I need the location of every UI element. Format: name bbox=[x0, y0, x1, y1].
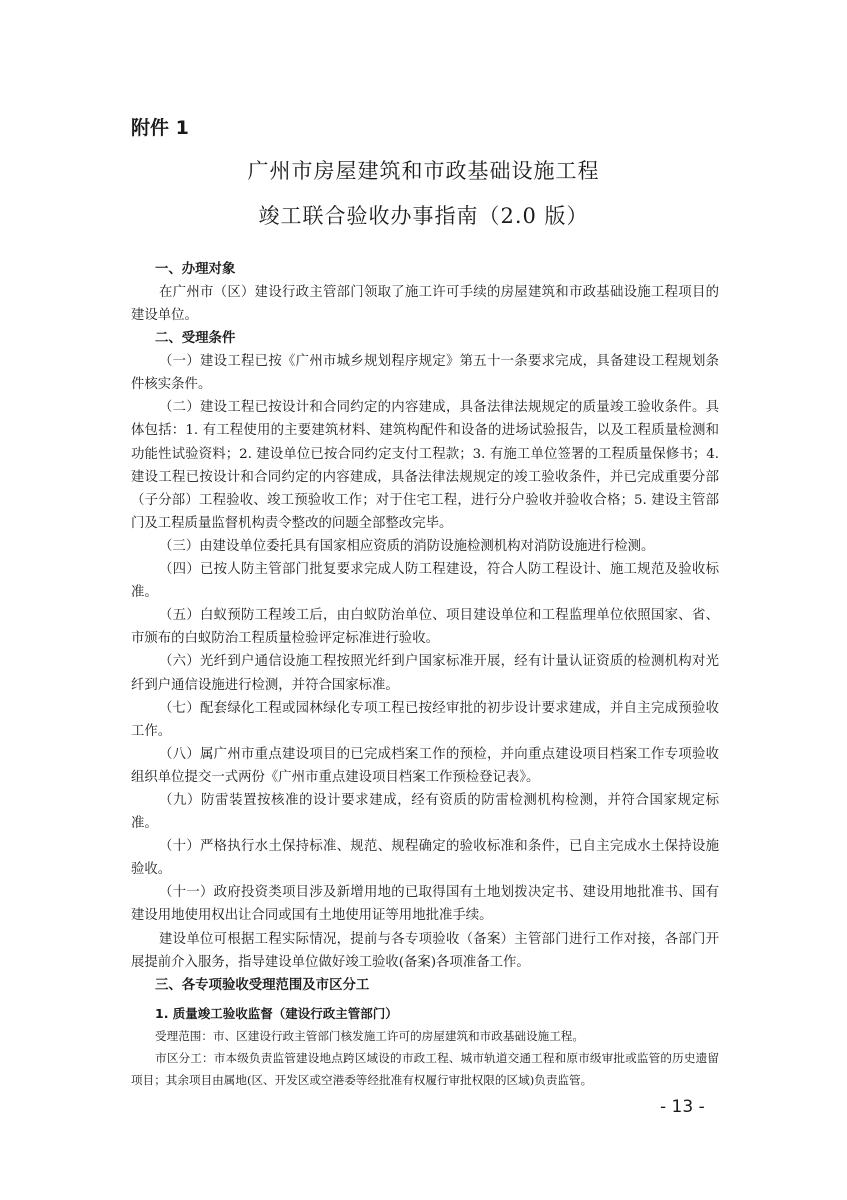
paragraph: （一）建设工程已按《广州市城乡规划程序规定》第五十一条要求完成，具备建设工程规划条件核实条件。 bbox=[131, 354, 719, 393]
scope-text: 受理范围：市、区建设行政主管部门核发施工许可的房屋建筑和市政基础设施工程。 bbox=[155, 1028, 584, 1043]
paragraph: （七）配套绿化工程或园林绿化专项工程已按经审批的初步设计要求建成，并自主完成预验收工作。 bbox=[131, 700, 719, 739]
page-number: - 13 - bbox=[660, 1097, 705, 1117]
attachment-label: 附件 1 bbox=[131, 117, 189, 139]
division-text: 市区分工：市本级负责监管建设地点跨区域设的市政工程、城市轨道交通工程和原市级审批或监管的历史遗留项目；其余项目由属地(区、开发区或空港委等经批准有权履行审批权限的区域)负责监管。 bbox=[131, 1050, 719, 1087]
section-heading: 三、各专项验收受理范围及市区分工 bbox=[155, 977, 370, 993]
paragraph: 建设单位可根据工程实际情况，提前与各专项验收（备案）主管部门进行工作对接，各部门开展提前介入服务，指导建设单位做好竣工验收(备案)各项准备工作。 bbox=[131, 931, 719, 970]
paragraph: （二）建设工程已按设计和合同约定的内容建成，具备法律法规规定的质量竣工验收条件。具体包括：1. 有工程使用的主要建筑材料、建筑构配件和设备的进场试验报告，以及工程质量检测和功能性试验资料；2. 建设单位已按合同约定支付工程款；3. 有施工单位签署的工程质量保修书；4. 建设工程已按设计和合同约定的内容建成，具备法律法规规定的竣工验收条件，并已完成重要分部（子分部）工程验收、竣工预验收工作；对于住宅工程，进行分户验收并验收合格；5. 建设主管部门及工程质量监督机构责令整改的问题全部整改完毕。 bbox=[131, 400, 719, 531]
document-title-line1: 广州市房屋建筑和市政基础设施工程 bbox=[247, 159, 600, 183]
paragraph: （五）白蚁预防工程竣工后，由白蚁防治单位、项目建设单位和工程监理单位依照国家、省、市颁布的白蚁防治工程质量检验评定标准进行验收。 bbox=[131, 608, 719, 647]
paragraph: （四）已按人防主管部门批复要求完成人防工程建设，符合人防工程设计、施工规范及验收标准。 bbox=[131, 562, 719, 601]
paragraph: （十）严格执行水土保持标准、规范、规程确定的验收标准和条件，已自主完成水土保持设施验收。 bbox=[131, 839, 719, 878]
paragraph: 在广州市（区）建设行政主管部门领取了施工许可手续的房屋建筑和市政基础设施工程项目的建设单位。 bbox=[131, 285, 719, 324]
subsection-heading: 1. 质量竣工验收监督（建设行政主管部门） bbox=[155, 1005, 398, 1021]
paragraph: （三）由建设单位委托具有国家相应资质的消防设施检测机构对消防设施进行检测。 bbox=[159, 538, 655, 554]
paragraph: （六）光纤到户通信设施工程按照光纤到户国家标准开展，经有计量认证资质的检测机构对光纤到户通信设施进行检测，并符合国家标准。 bbox=[131, 654, 719, 693]
document-body bbox=[131, 258, 719, 1091]
section-heading: 一、办理对象 bbox=[155, 262, 236, 277]
paragraph: （八）属广州市重点建设项目的已完成档案工作的预检，并向重点建设项目档案工作专项验收组织单位提交一式两份《广州市重点建设项目档案工作预检登记表》。 bbox=[131, 746, 719, 785]
section-heading: 二、受理条件 bbox=[155, 331, 236, 347]
document-title-line2: 竣工联合验收办事指南（2.0 版） bbox=[258, 204, 589, 228]
paragraph: （十一）政府投资类项目涉及新增用地的已取得国有土地划拨决定书、建设用地批准书、国有建设用地使用权出让合同或国有土地使用证等用地批准手续。 bbox=[131, 885, 719, 924]
paragraph: （九）防雷装置按核准的设计要求建成，经有资质的防雷检测机构检测，并符合国家规定标准。 bbox=[131, 792, 719, 832]
